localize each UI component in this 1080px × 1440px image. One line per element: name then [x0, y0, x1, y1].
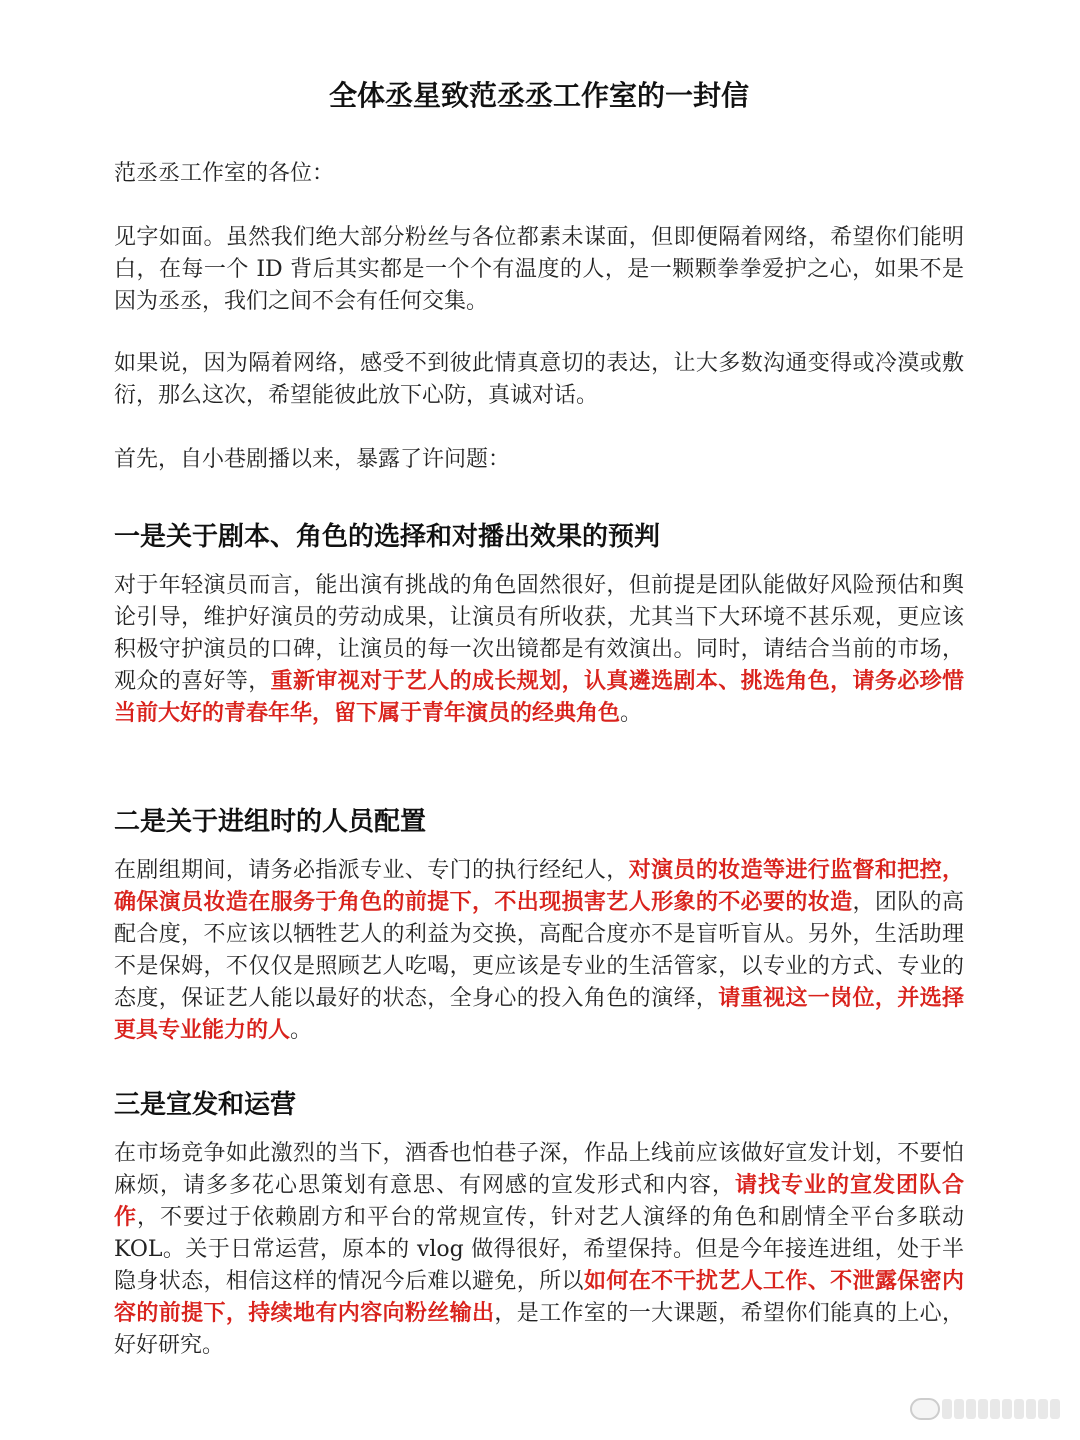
section-2-text: 在剧组期间，请务必指派专业、专门的执行经纪人， [114, 858, 629, 883]
intro-paragraph-1: 见字如面。虽然我们绝大部分粉丝与各位都素未谋面，但即便隔着网络，希望你们能明白，在每一个 ID 背后其实都是一个个有温度的人，是一颗颗拳拳爱护之心，如果不是因为丞丞，我们之间不会有任何交集。 [114, 225, 964, 314]
salutation: 范丞丞工作室的各位： [114, 161, 335, 186]
section-2-text: 。 [290, 1018, 313, 1043]
intro-paragraph-2: 如果说，因为隔着网络，感受不到彼此情真意切的表达，让大多数沟通变得或冷漠或敷衍，那么这次，希望能彼此放下心防，真诚对话。 [114, 351, 964, 408]
section-1-text: 。 [620, 701, 643, 726]
letter-title: 全体丞星致范丞丞工作室的一封信 [328, 79, 749, 112]
section-3-highlight: 请找专业的宣发团队合作 [114, 1173, 964, 1230]
section-3-highlight: 如何在不干扰艺人工作、不泄露保密内容的前提下，持续地有内容向粉丝输出 [114, 1269, 964, 1326]
section-heading-1: 一是关于剧本、角色的选择和对播出效果的预判 [114, 522, 661, 552]
section-body-2 [114, 855, 964, 1047]
section-3-text: ，不要过于依赖剧方和平台的常规宣传，针对艺人演绎的角色和剧情全平台多联动 KOL。关于日常运营，原本的 vlog 做得很好，希望保持。但是今年接连进组，处于半隐身状态，相信这样的情况今后难以避免，所以 [114, 1205, 964, 1294]
section-heading-3: 三是宣发和运营 [114, 1090, 297, 1120]
watermark-username-mask [942, 1399, 1060, 1419]
section-2-highlight: 请重视这一岗位，并选择更具专业能力的人 [114, 986, 964, 1043]
watermark-logo-icon [910, 1398, 940, 1420]
section-body-3 [114, 1138, 964, 1362]
section-1-text: 对于年轻演员而言，能出演有挑战的角色固然很好，但前提是团队能做好风险预估和舆论引导，维护好演员的劳动成果，让演员有所收获，尤其当下大环境不甚乐观，更应该积极守护演员的口碑，让演员的每一次出镜都是有效演出。同时，请结合当前的市场，观众的喜好等， [114, 573, 964, 694]
section-3-text: ，是工作室的一大课题，希望你们能真的上心，好好研究。 [114, 1301, 964, 1358]
watermark [910, 1398, 1060, 1420]
section-3-text: 在市场竞争如此激烈的当下，酒香也怕巷子深，作品上线前应该做好宣发计划，不要怕麻烦，请多多花心思策划有意思、有网感的宣发形式和内容， [114, 1141, 964, 1198]
section-body-1 [114, 570, 964, 730]
section-heading-2: 二是关于进组时的人员配置 [114, 807, 427, 837]
intro-paragraph-3: 首先，自小巷剧播以来，暴露了许问题： [114, 447, 511, 472]
section-2-highlight: 对演员的妆造等进行监督和把控，确保演员妆造在服务于角色的前提下，不出现损害艺人形象的不必要的妆造 [114, 858, 964, 915]
section-2-text: ，团队的高配合度，不应该以牺牲艺人的利益为交换，高配合度亦不是盲听盲从。另外，生活助理不是保姆，不仅仅是照顾艺人吃喝，更应该是专业的生活管家，以专业的方式、专业的态度，保证艺人能以最好的状态，全身心的投入角色的演绎， [114, 890, 964, 1011]
section-1-highlight: 重新审视对于艺人的成长规划，认真遴选剧本、挑选角色，请务必珍惜当前大好的青春年华，留下属于青年演员的经典角色 [114, 669, 964, 726]
